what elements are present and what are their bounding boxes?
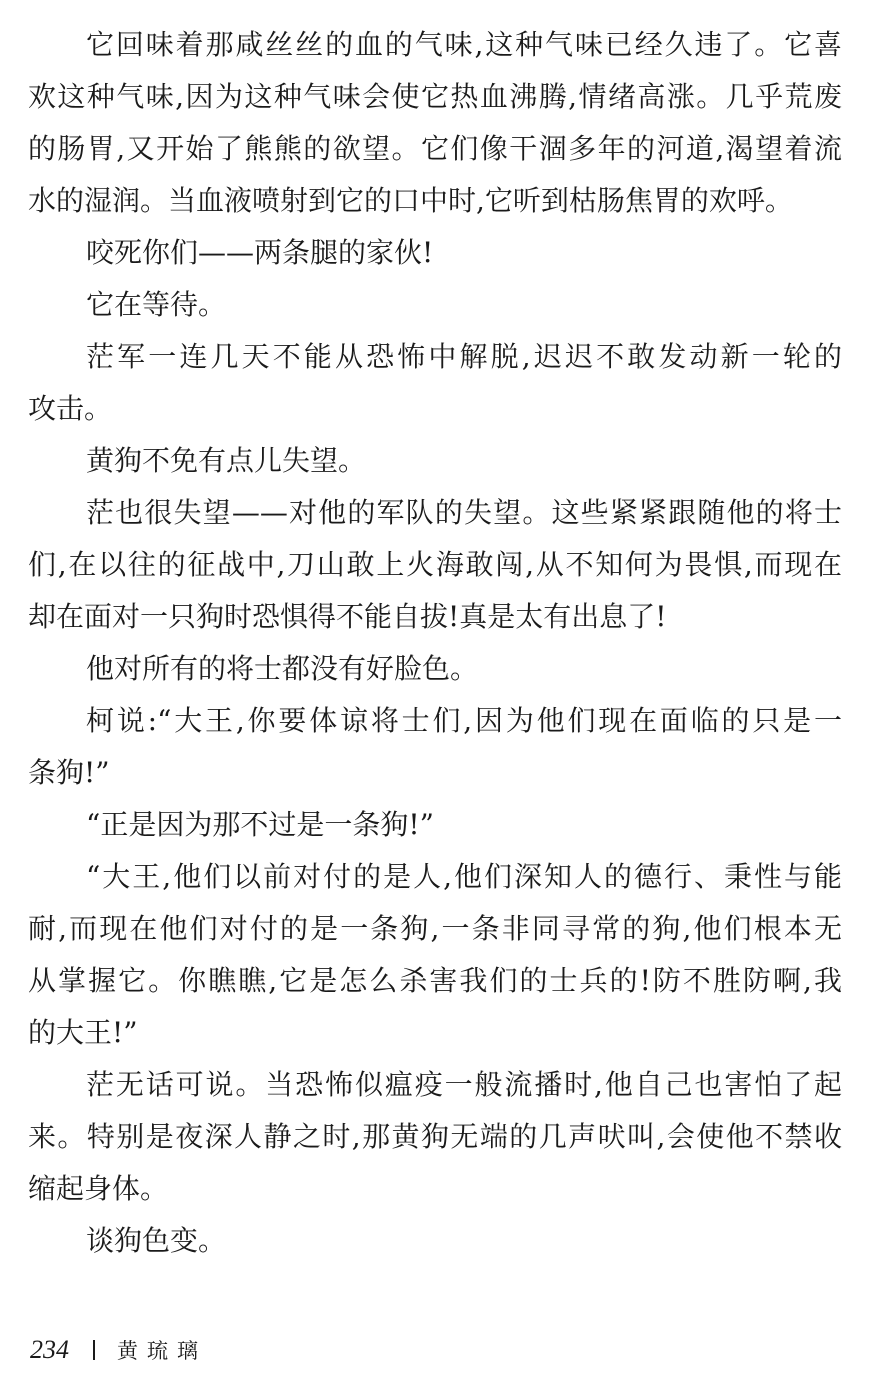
text-line: 茫无话可说。当恐怖似瘟疫一般流播时,他自己也害怕了起: [86, 1068, 842, 1101]
text-line: 条狗!”: [28, 756, 110, 789]
text-line: 从掌握它。你瞧瞧,它是怎么杀害我们的士兵的!防不胜防啊,我: [28, 964, 842, 997]
footer-separator: [93, 1340, 95, 1360]
text-line: 欢这种气味,因为这种气味会使它热血沸腾,情绪高涨。几乎荒废: [28, 80, 842, 113]
text-line: 来。特别是夜深人静之时,那黄狗无端的几声吠叫,会使他不禁收: [28, 1120, 842, 1153]
paragraph: [28, 851, 842, 1059]
page-footer: [30, 1332, 207, 1368]
paragraph: [28, 227, 842, 279]
page-body: [28, 19, 842, 1267]
text-line: 咬死你们——两条腿的家伙!: [86, 236, 434, 269]
text-line: 茫军一连几天不能从恐怖中解脱,迟迟不敢发动新一轮的: [86, 340, 842, 373]
paragraph: [28, 643, 842, 695]
text-line: 它回味着那咸丝丝的血的气味,这种气味已经久违了。它喜: [86, 28, 842, 61]
paragraph: [28, 435, 842, 487]
text-line: 黄狗不免有点儿失望。: [86, 444, 367, 477]
text-line: 柯说:“大王,你要体谅将士们,因为他们现在面临的只是一: [86, 704, 842, 737]
text-line: 的大王!”: [28, 1016, 138, 1049]
paragraph: [28, 19, 842, 227]
paragraph: [28, 1059, 842, 1215]
text-line: “大王,他们以前对付的是人,他们深知人的德行、秉性与能: [86, 860, 842, 893]
page-number: 234: [30, 1335, 69, 1364]
paragraph: [28, 279, 842, 331]
paragraph: [28, 799, 842, 851]
text-line: 他对所有的将士都没有好脸色。: [86, 652, 479, 685]
text-line: 谈狗色变。: [86, 1224, 227, 1257]
text-line: 耐,而现在他们对付的是一条狗,一条非同寻常的狗,他们根本无: [28, 912, 842, 945]
text-line: 攻击。: [28, 392, 113, 425]
text-line: 的肠胃,又开始了熊熊的欲望。它们像干涸多年的河道,渴望着流: [28, 132, 842, 165]
text-line: 茫也很失望——对他的军队的失望。这些紧紧跟随他的将士: [86, 496, 842, 529]
text-line: 水的湿润。当血液喷射到它的口中时,它听到枯肠焦胃的欢呼。: [28, 184, 793, 217]
text-line: 却在面对一只狗时恐惧得不能自拔!真是太有出息了!: [28, 600, 667, 633]
text-line: 们,在以往的征战中,刀山敢上火海敢闯,从不知何为畏惧,而现在: [28, 548, 842, 581]
paragraph: [28, 331, 842, 435]
book-title: 黄琉璃: [117, 1339, 207, 1363]
text-line: 缩起身体。: [28, 1172, 169, 1205]
paragraph: [28, 487, 842, 643]
text-line: “正是因为那不过是一条狗!”: [86, 808, 434, 841]
paragraph: [28, 1215, 842, 1267]
paragraph: [28, 695, 842, 799]
text-line: 它在等待。: [86, 288, 227, 321]
